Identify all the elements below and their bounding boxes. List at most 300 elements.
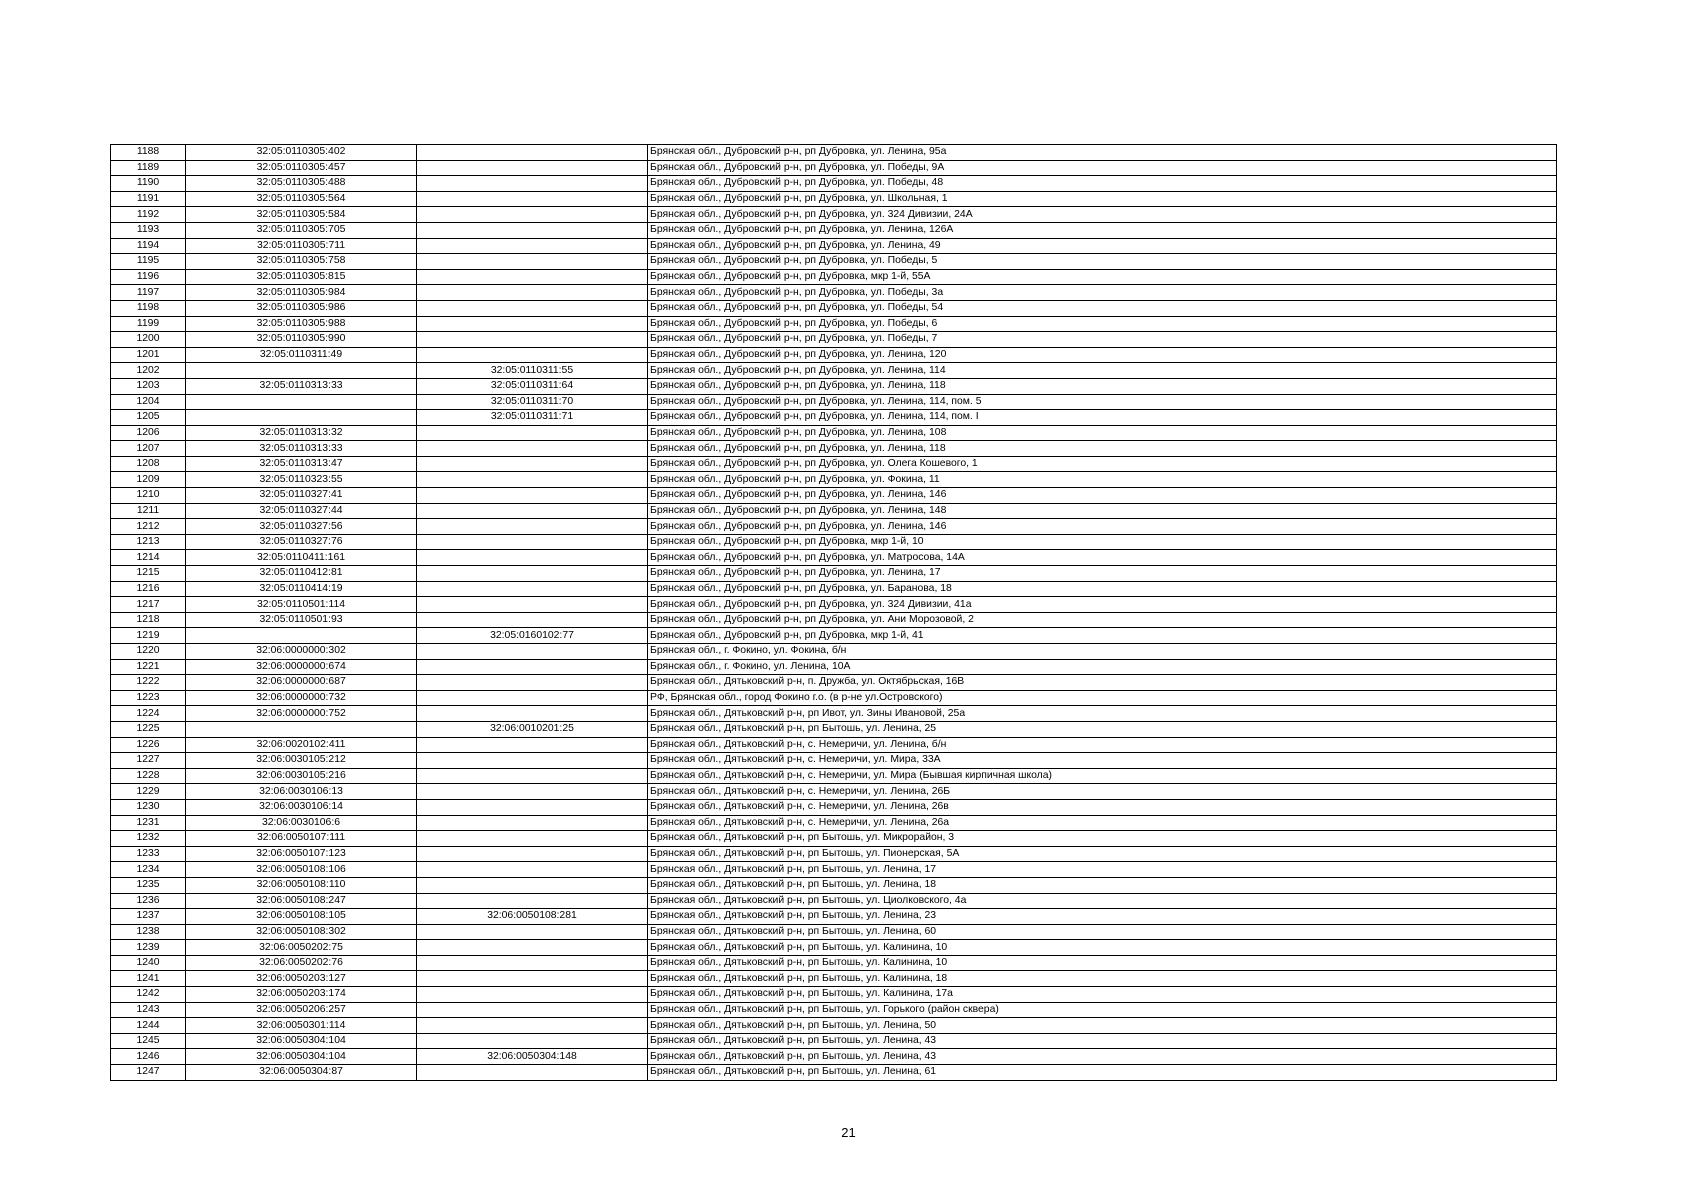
cadastral-number-cell: 32:06:0030106:13 [186,784,417,800]
address-cell: Брянская обл., Дятьковский р-н, рп Бытошь, ул. Калинина, 10 [648,955,1557,971]
address-cell: Брянская обл., Дятьковский р-н, рп Бытошь, ул. Калинина, 17а [648,987,1557,1003]
table-row [111,145,1557,161]
linked-cadastral-number-cell [417,877,648,893]
cadastral-number-cell: 32:06:0050108:302 [186,924,417,940]
linked-cadastral-number-cell: 32:05:0110311:64 [417,378,648,394]
cadastral-number-cell: 32:06:0050202:76 [186,955,417,971]
linked-cadastral-number-cell [417,145,648,161]
row-number-cell: 1203 [111,378,186,394]
cadastral-number-cell: 32:05:0110305:990 [186,332,417,348]
cadastral-number-cell: 32:05:0110313:33 [186,378,417,394]
address-cell: Брянская обл., Дубровский р-н, рп Дубровка, ул. Ленина, 114, пом. I [648,410,1557,426]
table-row [111,566,1557,582]
cadastral-number-cell: 32:06:0050206:257 [186,1002,417,1018]
address-cell: Брянская обл., Дятьковский р-н, рп Бытошь, ул. Ленина, 18 [648,877,1557,893]
address-cell: Брянская обл., Дубровский р-н, рп Дубровка, ул. 324 Дивизии, 41а [648,597,1557,613]
cadastral-number-cell: 32:06:0000000:732 [186,690,417,706]
table-row [111,1065,1557,1081]
table-row [111,597,1557,613]
linked-cadastral-number-cell: 32:05:0160102:77 [417,628,648,644]
linked-cadastral-number-cell [417,503,648,519]
row-number-cell: 1198 [111,300,186,316]
row-number-cell: 1204 [111,394,186,410]
cadastral-number-cell: 32:05:0110311:49 [186,347,417,363]
cadastral-number-cell: 32:06:0050107:111 [186,831,417,847]
address-cell: Брянская обл., Дятьковский р-н, рп Бытошь, ул. Ленина, 43 [648,1033,1557,1049]
linked-cadastral-number-cell [417,675,648,691]
table-row [111,300,1557,316]
row-number-cell: 1190 [111,176,186,192]
table-row [111,378,1557,394]
row-number-cell: 1233 [111,846,186,862]
cadastral-number-cell: 32:06:0020102:411 [186,737,417,753]
linked-cadastral-number-cell: 32:06:0050108:281 [417,909,648,925]
address-cell: Брянская обл., Дятьковский р-н, с. Немеричи, ул. Мира, 33А [648,753,1557,769]
address-cell: Брянская обл., Дятьковский р-н, рп Бытошь, ул. Ленина, 23 [648,909,1557,925]
linked-cadastral-number-cell [417,893,648,909]
table-row [111,628,1557,644]
address-cell: Брянская обл., Дятьковский р-н, рп Бытошь, ул. Калинина, 10 [648,940,1557,956]
cadastral-number-cell: 32:06:0050304:104 [186,1049,417,1065]
row-number-cell: 1236 [111,893,186,909]
cadastral-number-cell: 32:05:0110305:988 [186,316,417,332]
cadastral-number-cell: 32:05:0110323:55 [186,472,417,488]
table-row [111,363,1557,379]
address-cell: Брянская обл., Дубровский р-н, рп Дубровка, ул. Ленина, 49 [648,238,1557,254]
row-number-cell: 1244 [111,1018,186,1034]
row-number-cell: 1240 [111,955,186,971]
address-cell: Брянская обл., Дятьковский р-н, рп Бытошь, ул. Калинина, 18 [648,971,1557,987]
linked-cadastral-number-cell [417,207,648,223]
address-cell: Брянская обл., Дубровский р-н, рп Дубровка, ул. Олега Кошевого, 1 [648,456,1557,472]
cadastral-number-cell: 32:05:0110305:984 [186,285,417,301]
row-number-cell: 1197 [111,285,186,301]
table-row [111,269,1557,285]
table-row [111,893,1557,909]
row-number-cell: 1215 [111,566,186,582]
table-row [111,550,1557,566]
table-row [111,347,1557,363]
table-row [111,909,1557,925]
linked-cadastral-number-cell [417,784,648,800]
cadastral-number-cell: 32:06:0000000:752 [186,706,417,722]
address-cell: Брянская обл., Дубровский р-н, рп Дубровка, мкр 1-й, 10 [648,534,1557,550]
row-number-cell: 1206 [111,425,186,441]
table-row [111,488,1557,504]
cadastral-number-cell: 32:06:0000000:687 [186,675,417,691]
address-cell: Брянская обл., Дятьковский р-н, рп Ивот, ул. Зины Ивановой, 25а [648,706,1557,722]
address-cell: Брянская обл., Дубровский р-н, рп Дубровка, ул. Ленина, 17 [648,566,1557,582]
linked-cadastral-number-cell [417,347,648,363]
row-number-cell: 1191 [111,191,186,207]
address-cell: Брянская обл., Дубровский р-н, рп Дубровка, ул. Ленина, 126А [648,222,1557,238]
row-number-cell: 1239 [111,940,186,956]
cadastral-number-cell: 32:05:0110313:33 [186,441,417,457]
address-cell: Брянская обл., Дубровский р-н, рп Дубровка, ул. Ленина, 114 [648,363,1557,379]
row-number-cell: 1214 [111,550,186,566]
row-number-cell: 1192 [111,207,186,223]
linked-cadastral-number-cell [417,924,648,940]
linked-cadastral-number-cell [417,254,648,270]
table-row [111,191,1557,207]
row-number-cell: 1229 [111,784,186,800]
table-row [111,659,1557,675]
table-row [111,675,1557,691]
linked-cadastral-number-cell [417,690,648,706]
table-row [111,815,1557,831]
row-number-cell: 1200 [111,332,186,348]
row-number-cell: 1235 [111,877,186,893]
cadastral-number-cell: 32:06:0050304:104 [186,1033,417,1049]
address-cell: Брянская обл., Дубровский р-н, рп Дубровка, ул. Ленина, 95а [648,145,1557,161]
table-row [111,222,1557,238]
cadastral-number-cell: 32:05:0110313:47 [186,456,417,472]
linked-cadastral-number-cell [417,1002,648,1018]
table-row [111,581,1557,597]
linked-cadastral-number-cell [417,534,648,550]
row-number-cell: 1224 [111,706,186,722]
cadastral-number-cell: 32:05:0110411:161 [186,550,417,566]
linked-cadastral-number-cell [417,441,648,457]
cadastral-number-cell: 32:06:0030106:14 [186,799,417,815]
table-row [111,1002,1557,1018]
address-cell: Брянская обл., Дятьковский р-н, с. Немеричи, ул. Ленина, 26а [648,815,1557,831]
address-cell: Брянская обл., Дятьковский р-н, рп Бытошь, ул. Микрорайон, 3 [648,831,1557,847]
cadastral-number-cell: 32:05:0110327:41 [186,488,417,504]
cadastral-number-cell: 32:06:0050304:87 [186,1065,417,1081]
linked-cadastral-number-cell [417,987,648,1003]
address-cell: Брянская обл., Дубровский р-н, рп Дубровка, ул. Победы, 3а [648,285,1557,301]
table-row [111,441,1557,457]
address-cell: Брянская обл., Дубровский р-н, рп Дубровка, ул. Победы, 6 [648,316,1557,332]
address-cell: Брянская обл., Дубровский р-н, рп Дубровка, ул. Ленина, 118 [648,441,1557,457]
row-number-cell: 1242 [111,987,186,1003]
address-cell: Брянская обл., Дятьковский р-н, рп Бытошь, ул. Горького (район сквера) [648,1002,1557,1018]
row-number-cell: 1220 [111,644,186,660]
row-number-cell: 1228 [111,768,186,784]
row-number-cell: 1211 [111,503,186,519]
row-number-cell: 1246 [111,1049,186,1065]
address-cell: Брянская обл., Дятьковский р-н, с. Немеричи, ул. Мира (Бывшая кирпичная школа) [648,768,1557,784]
address-cell: Брянская обл., Дубровский р-н, рп Дубровка, ул. Фокина, 11 [648,472,1557,488]
table-row [111,332,1557,348]
row-number-cell: 1222 [111,675,186,691]
linked-cadastral-number-cell [417,300,648,316]
address-cell: Брянская обл., Дятьковский р-н, рп Бытошь, ул. Ленина, 61 [648,1065,1557,1081]
row-number-cell: 1193 [111,222,186,238]
table-row [111,534,1557,550]
table-row [111,503,1557,519]
row-number-cell: 1208 [111,456,186,472]
row-number-cell: 1212 [111,519,186,535]
table-row [111,238,1557,254]
row-number-cell: 1234 [111,862,186,878]
table-row [111,394,1557,410]
table-row [111,160,1557,176]
linked-cadastral-number-cell [417,222,648,238]
table-row [111,690,1557,706]
address-cell: Брянская обл., Дятьковский р-н, рп Бытошь, ул. Ленина, 50 [648,1018,1557,1034]
row-number-cell: 1216 [111,581,186,597]
address-cell: Брянская обл., Дубровский р-н, рп Дубровка, ул. Школьная, 1 [648,191,1557,207]
address-cell: Брянская обл., Дубровский р-н, рп Дубровка, ул. Победы, 48 [648,176,1557,192]
cadastral-number-cell: 32:05:0110501:93 [186,612,417,628]
linked-cadastral-number-cell [417,597,648,613]
row-number-cell: 1232 [111,831,186,847]
table-row [111,799,1557,815]
cadastral-number-cell [186,628,417,644]
row-number-cell: 1245 [111,1033,186,1049]
table-row [111,644,1557,660]
address-cell: Брянская обл., Дубровский р-н, рп Дубровка, ул. Победы, 7 [648,332,1557,348]
address-cell: Брянская обл., Дубровский р-н, рп Дубровка, ул. Матросова, 14А [648,550,1557,566]
linked-cadastral-number-cell: 32:06:0010201:25 [417,721,648,737]
cadastral-number-cell: 32:06:0030105:212 [186,753,417,769]
row-number-cell: 1221 [111,659,186,675]
linked-cadastral-number-cell [417,846,648,862]
address-cell: Брянская обл., г. Фокино, ул. Фокина, б/н [648,644,1557,660]
cadastral-number-cell: 32:06:0030106:6 [186,815,417,831]
cadastral-number-cell: 32:06:0050108:106 [186,862,417,878]
row-number-cell: 1209 [111,472,186,488]
cadastral-number-cell: 32:06:0050107:123 [186,846,417,862]
row-number-cell: 1195 [111,254,186,270]
address-cell: Брянская обл., Дубровский р-н, рп Дубровка, ул. Ленина, 148 [648,503,1557,519]
row-number-cell: 1238 [111,924,186,940]
table-row [111,753,1557,769]
row-number-cell: 1219 [111,628,186,644]
cadastral-number-cell: 32:05:0110313:32 [186,425,417,441]
address-cell: Брянская обл., Дубровский р-н, рп Дубровка, мкр 1-й, 55А [648,269,1557,285]
address-cell: Брянская обл., Дятьковский р-н, рп Бытошь, ул. Ленина, 25 [648,721,1557,737]
linked-cadastral-number-cell [417,644,648,660]
row-number-cell: 1247 [111,1065,186,1081]
linked-cadastral-number-cell [417,176,648,192]
linked-cadastral-number-cell [417,332,648,348]
cadastral-number-cell: 32:05:0110305:564 [186,191,417,207]
row-number-cell: 1189 [111,160,186,176]
linked-cadastral-number-cell [417,285,648,301]
table-row [111,472,1557,488]
table-row [111,176,1557,192]
linked-cadastral-number-cell [417,581,648,597]
address-cell: Брянская обл., Дубровский р-н, рп Дубровка, ул. Победы, 5 [648,254,1557,270]
table-row [111,737,1557,753]
cadastral-number-cell: 32:06:0050108:105 [186,909,417,925]
cadastral-number-cell: 32:05:0110414:19 [186,581,417,597]
address-cell: Брянская обл., Дятьковский р-н, с. Немеричи, ул. Ленина, б/н [648,737,1557,753]
row-number-cell: 1201 [111,347,186,363]
row-number-cell: 1223 [111,690,186,706]
table-row [111,285,1557,301]
row-number-cell: 1199 [111,316,186,332]
cadastral-number-cell: 32:05:0110305:584 [186,207,417,223]
cadastral-table [110,144,1557,1081]
table-row [111,831,1557,847]
row-number-cell: 1227 [111,753,186,769]
row-number-cell: 1226 [111,737,186,753]
linked-cadastral-number-cell [417,566,648,582]
row-number-cell: 1202 [111,363,186,379]
cadastral-number-cell: 32:05:0110327:76 [186,534,417,550]
row-number-cell: 1231 [111,815,186,831]
table-row [111,846,1557,862]
cadastral-table-body [111,145,1557,1081]
linked-cadastral-number-cell [417,191,648,207]
table-row [111,706,1557,722]
linked-cadastral-number-cell [417,550,648,566]
linked-cadastral-number-cell [417,1018,648,1034]
cadastral-number-cell: 32:05:0110501:114 [186,597,417,613]
table-row [111,987,1557,1003]
row-number-cell: 1218 [111,612,186,628]
table-row [111,721,1557,737]
linked-cadastral-number-cell [417,316,648,332]
address-cell: Брянская обл., Дубровский р-н, рп Дубровка, ул. Ленина, 146 [648,488,1557,504]
linked-cadastral-number-cell [417,238,648,254]
linked-cadastral-number-cell [417,1065,648,1081]
table-row [111,955,1557,971]
cadastral-number-cell: 32:05:0110305:758 [186,254,417,270]
linked-cadastral-number-cell [417,269,648,285]
table-row [111,784,1557,800]
address-cell: Брянская обл., Дятьковский р-н, рп Бытошь, ул. Ленина, 43 [648,1049,1557,1065]
linked-cadastral-number-cell [417,472,648,488]
cadastral-number-cell: 32:05:0110305:457 [186,160,417,176]
linked-cadastral-number-cell [417,659,648,675]
cadastral-number-cell: 32:05:0110305:488 [186,176,417,192]
table-row [111,768,1557,784]
row-number-cell: 1188 [111,145,186,161]
linked-cadastral-number-cell [417,862,648,878]
cadastral-number-cell: 32:06:0050202:75 [186,940,417,956]
row-number-cell: 1207 [111,441,186,457]
address-cell: Брянская обл., Дубровский р-н, рп Дубровка, ул. Баранова, 18 [648,581,1557,597]
linked-cadastral-number-cell [417,753,648,769]
cadastral-number-cell [186,410,417,426]
cadastral-number-cell [186,363,417,379]
cadastral-number-cell: 32:05:0110305:711 [186,238,417,254]
linked-cadastral-number-cell [417,768,648,784]
row-number-cell: 1225 [111,721,186,737]
address-cell: Брянская обл., Дятьковский р-н, рп Бытошь, ул. Циолковского, 4а [648,893,1557,909]
table-row [111,456,1557,472]
linked-cadastral-number-cell [417,831,648,847]
row-number-cell: 1205 [111,410,186,426]
address-cell: Брянская обл., Дубровский р-н, рп Дубровка, ул. 324 Дивизии, 24А [648,207,1557,223]
cadastral-number-cell: 32:06:0050203:127 [186,971,417,987]
row-number-cell: 1194 [111,238,186,254]
cadastral-number-cell: 32:06:0050203:174 [186,987,417,1003]
row-number-cell: 1237 [111,909,186,925]
address-cell: Брянская обл., Дубровский р-н, рп Дубровка, ул. Победы, 54 [648,300,1557,316]
address-cell: РФ, Брянская обл., город Фокино г.о. (в р-не ул.Островского) [648,690,1557,706]
linked-cadastral-number-cell: 32:05:0110311:55 [417,363,648,379]
row-number-cell: 1241 [111,971,186,987]
cadastral-number-cell: 32:05:0110305:986 [186,300,417,316]
linked-cadastral-number-cell [417,706,648,722]
page-number: 21 [841,1125,856,1140]
linked-cadastral-number-cell [417,971,648,987]
cadastral-number-cell: 32:05:0110305:402 [186,145,417,161]
linked-cadastral-number-cell: 32:05:0110311:71 [417,410,648,426]
address-cell: Брянская обл., Дубровский р-н, рп Дубровка, ул. Ленина, 114, пом. 5 [648,394,1557,410]
row-number-cell: 1243 [111,1002,186,1018]
address-cell: Брянская обл., Дятьковский р-н, рп Бытошь, ул. Пионерская, 5А [648,846,1557,862]
linked-cadastral-number-cell: 32:06:0050304:148 [417,1049,648,1065]
linked-cadastral-number-cell [417,799,648,815]
linked-cadastral-number-cell [417,1033,648,1049]
linked-cadastral-number-cell [417,519,648,535]
cadastral-number-cell [186,394,417,410]
linked-cadastral-number-cell [417,456,648,472]
cadastral-number-cell: 32:05:0110412:81 [186,566,417,582]
cadastral-number-cell [186,721,417,737]
linked-cadastral-number-cell [417,940,648,956]
cadastral-number-cell: 32:06:0050108:110 [186,877,417,893]
address-cell: Брянская обл., Дубровский р-н, рп Дубровка, мкр 1-й, 41 [648,628,1557,644]
address-cell: Брянская обл., Дятьковский р-н, рп Бытошь, ул. Ленина, 17 [648,862,1557,878]
cadastral-number-cell: 32:06:0000000:302 [186,644,417,660]
table-row [111,877,1557,893]
row-number-cell: 1196 [111,269,186,285]
cadastral-number-cell: 32:06:0030105:216 [186,768,417,784]
table-row [111,924,1557,940]
row-number-cell: 1213 [111,534,186,550]
table-row [111,971,1557,987]
cadastral-number-cell: 32:06:0000000:674 [186,659,417,675]
linked-cadastral-number-cell [417,612,648,628]
table-row [111,1049,1557,1065]
linked-cadastral-number-cell [417,737,648,753]
table-row [111,862,1557,878]
linked-cadastral-number-cell [417,955,648,971]
cadastral-number-cell: 32:05:0110305:815 [186,269,417,285]
cadastral-number-cell: 32:05:0110305:705 [186,222,417,238]
table-row [111,207,1557,223]
cadastral-number-cell: 32:05:0110327:56 [186,519,417,535]
address-cell: Брянская обл., Дубровский р-н, рп Дубровка, ул. Ани Морозовой, 2 [648,612,1557,628]
table-row [111,425,1557,441]
cadastral-number-cell: 32:05:0110327:44 [186,503,417,519]
cadastral-number-cell: 32:06:0050301:114 [186,1018,417,1034]
row-number-cell: 1217 [111,597,186,613]
table-row [111,612,1557,628]
cadastral-number-cell: 32:06:0050108:247 [186,893,417,909]
linked-cadastral-number-cell [417,815,648,831]
row-number-cell: 1230 [111,799,186,815]
linked-cadastral-number-cell [417,160,648,176]
address-cell: Брянская обл., Дубровский р-н, рп Дубровка, ул. Ленина, 118 [648,378,1557,394]
address-cell: Брянская обл., г. Фокино, ул. Ленина, 10А [648,659,1557,675]
linked-cadastral-number-cell [417,488,648,504]
table-row [111,410,1557,426]
table-row [111,1033,1557,1049]
table-row [111,316,1557,332]
address-cell: Брянская обл., Дубровский р-н, рп Дубровка, ул. Ленина, 120 [648,347,1557,363]
address-cell: Брянская обл., Дубровский р-н, рп Дубровка, ул. Ленина, 146 [648,519,1557,535]
table-row [111,254,1557,270]
address-cell: Брянская обл., Дятьковский р-н, с. Немеричи, ул. Ленина, 26Б [648,784,1557,800]
address-cell: Брянская обл., Дубровский р-н, рп Дубровка, ул. Победы, 9А [648,160,1557,176]
linked-cadastral-number-cell: 32:05:0110311:70 [417,394,648,410]
table-row [111,1018,1557,1034]
table-row [111,940,1557,956]
row-number-cell: 1210 [111,488,186,504]
address-cell: Брянская обл., Дятьковский р-н, рп Бытошь, ул. Ленина, 60 [648,924,1557,940]
address-cell: Брянская обл., Дятьковский р-н, п. Дружба, ул. Октябрьская, 16В [648,675,1557,691]
address-cell: Брянская обл., Дятьковский р-н, с. Немеричи, ул. Ленина, 26в [648,799,1557,815]
